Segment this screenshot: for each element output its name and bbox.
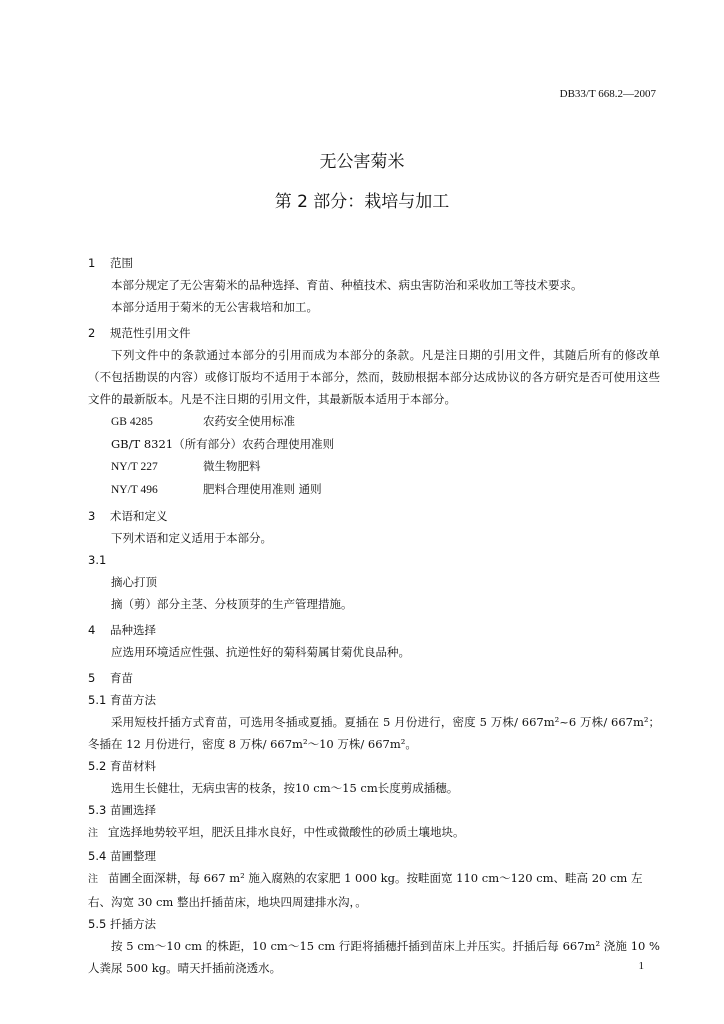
ref-item: NY/T 227 微生物肥料 xyxy=(111,459,261,473)
subsection-5-5-para: 按 5 cm～10 cm 的株距，10 cm～15 cm 行距将插穗扦插到苗床上并压实。扦插后每 667m² 浇施 10 %人粪尿 500 kg。晴天扦插前浇透水。 xyxy=(88,939,660,975)
section-1-para-1: 本部分规定了无公害菊米的品种选择、育苗、种植技术、病虫害防治和采收加工等技术要求。 xyxy=(111,278,583,292)
section-2-para-1: 下列文件中的条款通过本部分的引用而成为本部分的条款。凡是注日期的引用文件，其随后所有的修改单（不包括勘误的内容）或修订版均不适用于本部分，然而，鼓励根据本部分达成协议的各方研究是否可使用这些文件的最新版本。凡是不注日期的引用文件，其最新版本适用于本部分。 xyxy=(88,348,660,406)
standard-code: DB33/T 668.2—2007 xyxy=(559,88,656,100)
ref-item: GB 4285 农药安全使用标准 xyxy=(111,414,295,428)
subsection-5-4-heading: 5.4 苗圃整理 xyxy=(88,849,156,863)
section-4-para-1: 应选用环境适应性强、抗逆性好的菊科菊属甘菊优良品种。 xyxy=(111,645,410,659)
section-2-heading: 2 规范性引用文件 xyxy=(88,326,191,340)
page-number: 1 xyxy=(638,960,644,972)
ref-item: NY/T 496 肥料合理使用准则 通则 xyxy=(111,482,322,496)
section-3-para-1: 下列术语和定义适用于本部分。 xyxy=(111,531,272,545)
section-4-heading: 4 品种选择 xyxy=(88,623,156,637)
term-name: 摘心打顶 xyxy=(111,575,157,589)
section-1-para-2: 本部分适用于菊米的无公害栽培和加工。 xyxy=(111,300,318,314)
term-definition: 摘（剪）部分主茎、分枝顶芽的生产管理措施。 xyxy=(111,597,353,611)
section-3-heading: 3 术语和定义 xyxy=(88,509,168,523)
note-label: 注 xyxy=(88,874,98,885)
subsection-5-2-para: 选用生长健壮，无病虫害的枝条，按10 cm～15 cm长度剪成插穗。 xyxy=(111,781,459,795)
doc-body xyxy=(88,248,660,979)
subsection-5-1-heading: 5.1 育苗方法 xyxy=(88,693,156,707)
subsection-5-3-note: 注 宜选择地势较平坦，肥沃且排水良好，中性或微酸性的砂质土壤地块。 xyxy=(88,821,660,845)
subsection-5-2-heading: 5.2 育苗材料 xyxy=(88,759,156,773)
doc-subtitle: 第 2 部分：栽培与加工 xyxy=(274,192,450,212)
doc-title: 无公害菊米 xyxy=(319,152,405,172)
ref-item: GB/T 8321（所有部分）农药合理使用准则 xyxy=(111,437,335,451)
subsection-5-1-para: 采用短枝扦插方式育苗，可选用冬插或夏插。夏插在 5 月份进行，密度 5 万株/ 667m²~6 万株/ 667m²；冬插在 12 月份进行，密度 8 万株/ 667m²～10 万株/ 667m²。 xyxy=(88,715,660,751)
note-label: 注 xyxy=(88,828,98,839)
subsection-5-3-heading: 5.3 苗圃选择 xyxy=(88,803,156,817)
subsection-5-5-heading: 5.5 扦插方法 xyxy=(88,917,156,931)
section-5-heading: 5 育苗 xyxy=(88,671,133,685)
section-1-heading: 1 范围 xyxy=(88,256,133,270)
subsection-5-4-note: 注 苗圃全面深耕，每 667 m² 施入腐熟的农家肥 1 000 kg。按畦面宽 110 cm～120 cm、畦高 20 cm 左右、沟宽 30 cm 整出扦插苗床，地块四周建排水沟，。 xyxy=(88,871,643,909)
subsection-3-1-number: 3.1 xyxy=(88,553,107,567)
